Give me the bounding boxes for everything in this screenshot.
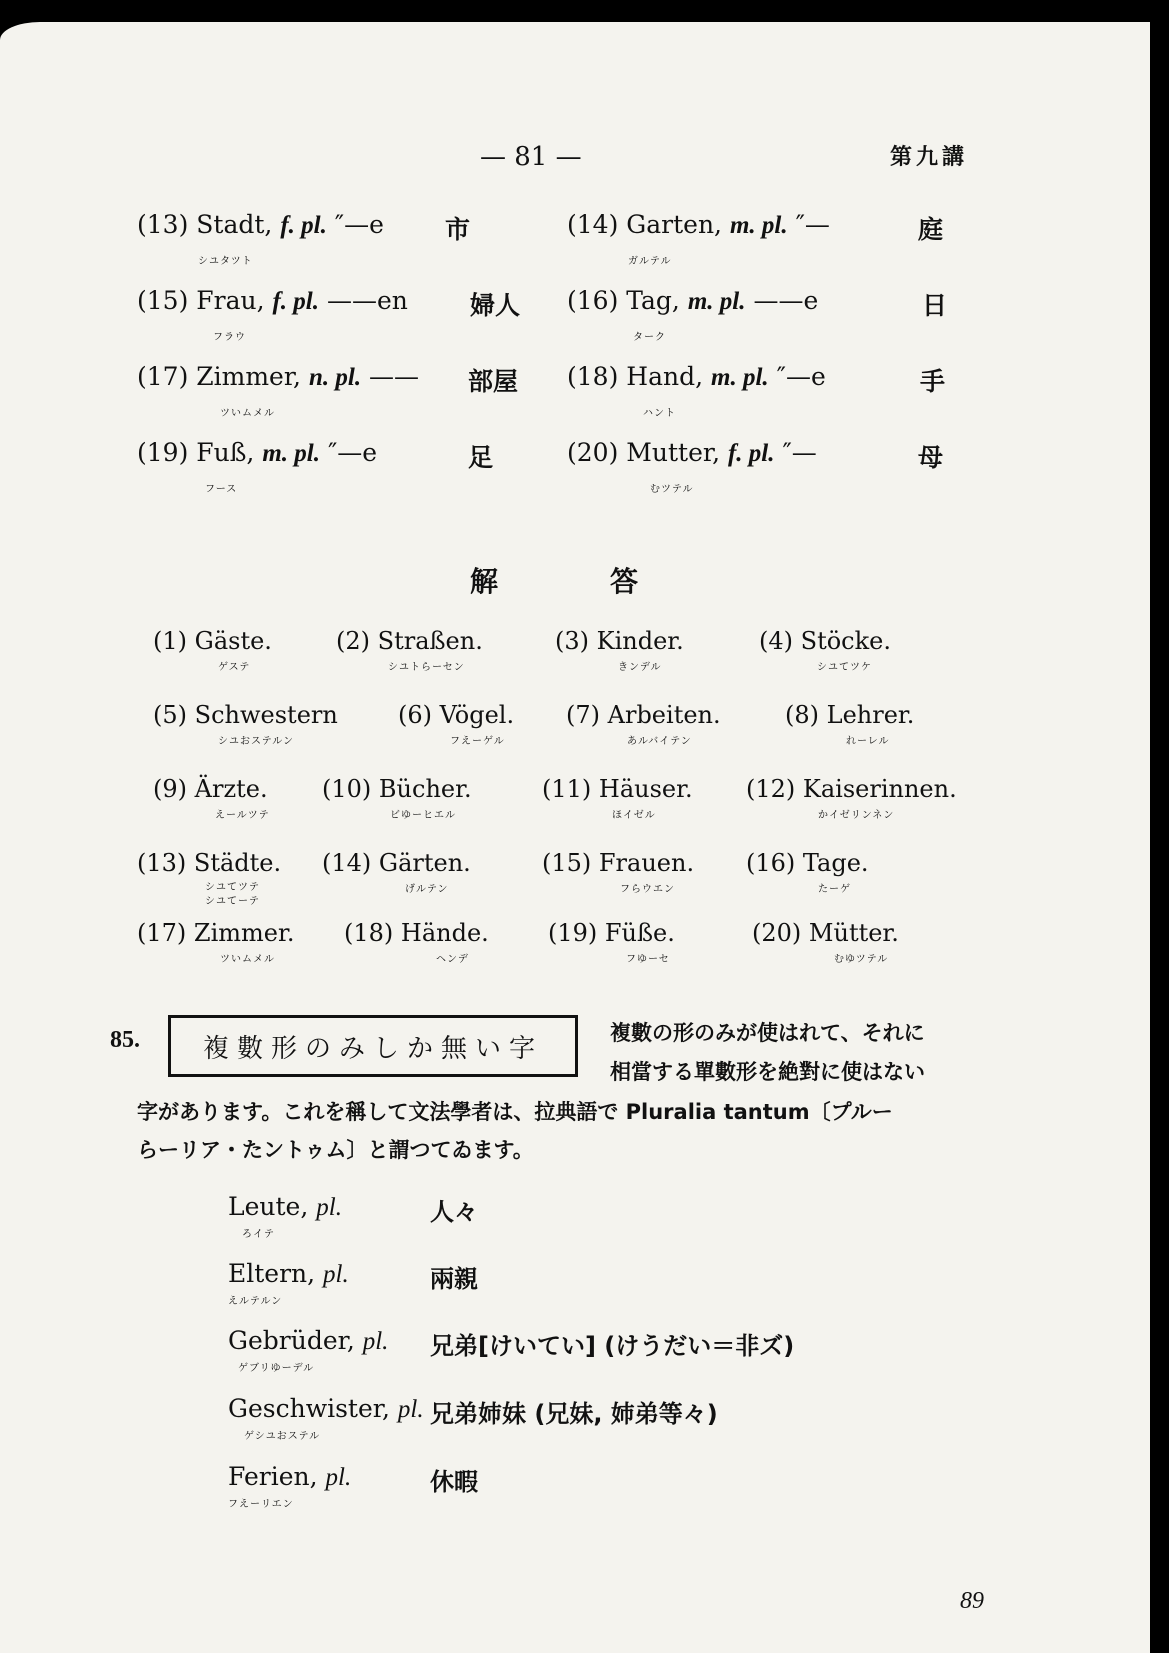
answer-word: Zimmer. <box>193 919 295 947</box>
section-title-box: 複數形のみしか無い字 <box>168 1015 578 1077</box>
entry-number: (15) <box>137 286 189 315</box>
answer-word: Gäste. <box>194 627 272 655</box>
answer-number: (12) <box>746 775 796 803</box>
entry-word: Garten, <box>626 210 722 239</box>
answer-reading: ゲステ <box>218 662 251 673</box>
vocab-entry-20 <box>567 438 817 468</box>
answer-number: (20) <box>752 919 802 947</box>
answer-word: Vögel. <box>439 701 515 729</box>
plurale-reading: ろイテ <box>242 1229 275 1240</box>
answer-number: (10) <box>322 775 372 803</box>
answer-number: (11) <box>542 775 592 803</box>
answer-word: Bücher. <box>378 775 472 803</box>
section-text-line-3: 字があります。これを稱して文法學者は、拉典語で Pluralia tantum〔プルー <box>137 1100 893 1124</box>
answer-word: Lehrer. <box>826 701 915 729</box>
entry-number: (17) <box>137 362 189 391</box>
plurale-meaning: 休暇 <box>430 1468 478 1496</box>
entry-meaning: 庭 <box>918 215 944 244</box>
answer-number: (7) <box>566 701 600 729</box>
entry-plural-form: —— <box>369 362 420 391</box>
plurale-reading: えルテルン <box>228 1296 283 1307</box>
vocab-entry-19 <box>137 438 377 468</box>
entry-grammar: m. pl. <box>711 364 769 391</box>
answer-7 <box>566 701 721 729</box>
entry-meaning: 足 <box>468 443 494 472</box>
section-text-line-2: 相當する單數形を絶對に使はない <box>610 1060 925 1084</box>
section-text-line-1: 複數の形のみが使はれて、それに <box>610 1021 925 1045</box>
entry-word: Hand, <box>626 362 704 391</box>
answer-11 <box>542 775 693 803</box>
entry-grammar: n. pl. <box>308 364 362 391</box>
plurale-meaning: 兩親 <box>430 1265 478 1293</box>
answer-1 <box>153 627 272 655</box>
answer-word: Gärten. <box>378 849 471 877</box>
entry-reading: フース <box>205 484 238 495</box>
answer-word: Arbeiten. <box>607 701 721 729</box>
answer-word: Tage. <box>802 849 869 877</box>
entry-number: (20) <box>567 438 619 467</box>
entry-reading: ハント <box>643 408 676 419</box>
entry-plural-form: ——e <box>753 286 819 315</box>
answer-word: Mütter. <box>808 919 899 947</box>
book-page <box>0 22 1150 1653</box>
vocab-entry-18 <box>567 362 826 392</box>
entry-plural-form: ″—e <box>776 362 826 391</box>
entry-reading: ガルテル <box>628 256 672 267</box>
answer-word: Städte. <box>193 849 282 877</box>
answer-number: (13) <box>137 849 187 877</box>
plurale-reading: ゲブリゆーデル <box>238 1363 315 1374</box>
answer-word: Stöcke. <box>800 627 891 655</box>
entry-meaning: 市 <box>445 215 471 244</box>
entry-reading: フラウ <box>213 332 246 343</box>
answer-word: Kinder. <box>596 627 684 655</box>
entry-word: Mutter, <box>626 438 721 467</box>
answer-reading: ツいムメル <box>220 954 275 965</box>
answer-20 <box>752 919 899 947</box>
answer-5 <box>153 701 338 729</box>
answer-reading: フらウエン <box>620 884 675 895</box>
answers-heading-char-2: 答 <box>610 565 639 598</box>
answer-reading: あルバイテン <box>627 736 692 747</box>
answer-word: Frauen. <box>598 849 695 877</box>
answers-heading-char-1: 解 <box>470 565 499 598</box>
vocab-entry-15 <box>137 286 408 316</box>
answer-16 <box>746 849 869 877</box>
answer-6 <box>398 701 514 729</box>
answer-reading: かイゼリンネン <box>818 810 895 821</box>
entry-grammar: f. pl. <box>272 288 320 315</box>
entry-reading: ツいムメル <box>220 408 275 419</box>
answer-18 <box>344 919 489 947</box>
answer-number: (14) <box>322 849 372 877</box>
answer-reading: たーゲ <box>818 884 851 895</box>
entry-word: Frau, <box>196 286 265 315</box>
entry-word: Zimmer, <box>196 362 302 391</box>
answer-19 <box>548 919 675 947</box>
entry-grammar: m. pl. <box>687 288 746 315</box>
answer-reading: むゆツテル <box>834 954 889 965</box>
answer-number: (15) <box>542 849 592 877</box>
entry-number: (14) <box>567 210 619 239</box>
vocab-entry-17 <box>137 362 419 392</box>
answer-reading-alt: シユてーテ <box>205 896 260 907</box>
entry-reading: むツテル <box>650 484 694 495</box>
answer-reading: フえーゲル <box>450 736 505 747</box>
entry-meaning: 日 <box>922 291 948 320</box>
plurale-word: Gebrüder, pl. <box>228 1326 389 1355</box>
entry-plural-form: ″—e <box>327 438 378 467</box>
answer-17 <box>137 919 294 947</box>
answer-8 <box>785 701 914 729</box>
answer-13 <box>137 849 281 877</box>
answer-reading: ビゆーヒエル <box>390 810 456 821</box>
entry-plural-form: ″—e <box>334 210 384 239</box>
entry-number: (18) <box>567 362 619 391</box>
entry-meaning: 部屋 <box>468 367 519 396</box>
entry-grammar: m. pl. <box>262 440 320 467</box>
answer-4 <box>759 627 891 655</box>
entry-grammar: m. pl. <box>729 212 788 239</box>
answer-number: (1) <box>153 627 187 655</box>
entry-meaning: 婦人 <box>470 291 521 320</box>
chapter-heading: 第九講 <box>890 145 969 170</box>
answer-number: (5) <box>153 701 187 729</box>
answer-number: (17) <box>137 919 187 947</box>
answer-number: (4) <box>759 627 793 655</box>
answer-reading: ほイゼル <box>612 810 656 821</box>
entry-plural-form: ——en <box>326 286 408 315</box>
entry-plural-form: ″— <box>795 210 830 239</box>
entry-number: (16) <box>567 286 619 315</box>
vocab-entry-14 <box>567 210 830 240</box>
answer-word: Straßen. <box>377 627 483 655</box>
answer-reading: れーレル <box>846 736 890 747</box>
answer-number: (9) <box>153 775 187 803</box>
answer-3 <box>555 627 684 655</box>
answer-reading: げルテン <box>405 884 449 895</box>
plurale-meaning: 兄弟姉妹 (兄妹, 姉弟等々) <box>430 1400 718 1428</box>
answer-number: (16) <box>746 849 796 877</box>
answer-reading: シユおステルン <box>218 736 295 747</box>
answer-number: (6) <box>398 701 432 729</box>
answer-10 <box>322 775 472 803</box>
entry-reading: シユタツト <box>198 256 253 267</box>
entry-number: (19) <box>137 438 189 467</box>
answer-number: (3) <box>555 627 589 655</box>
section-number: 85. <box>110 1027 140 1053</box>
answer-14 <box>322 849 471 877</box>
entry-word: Fuß, <box>196 438 255 467</box>
plurale-meaning: 人々 <box>430 1198 478 1226</box>
folio-number: 89 <box>960 1588 984 1614</box>
entry-reading: ターク <box>633 332 666 343</box>
plurale-word: Geschwister, pl. <box>228 1394 424 1423</box>
entry-word: Tag, <box>626 286 680 315</box>
entry-number: (13) <box>137 210 189 239</box>
answer-word: Kaiserinnen. <box>802 775 957 803</box>
answer-9 <box>153 775 268 803</box>
answer-reading: シユてツテ <box>205 882 260 893</box>
answer-2 <box>336 627 483 655</box>
entry-meaning: 母 <box>918 443 944 472</box>
answer-reading: フゆーセ <box>626 954 670 965</box>
answer-number: (2) <box>336 627 370 655</box>
answer-reading: きンデル <box>618 662 662 673</box>
answer-15 <box>542 849 694 877</box>
answer-12 <box>746 775 957 803</box>
section-text-line-4: らーリア・たントゥム〕と謂つてゐます。 <box>137 1138 534 1162</box>
entry-grammar: f. pl. <box>727 440 775 467</box>
answer-word: Hände. <box>400 919 489 947</box>
answer-word: Füße. <box>604 919 675 947</box>
plurale-reading: フえーリエン <box>228 1499 294 1510</box>
plurale-meaning: 兄弟[けいてい] (けうだい＝非ズ) <box>430 1332 795 1360</box>
answer-number: (18) <box>344 919 394 947</box>
answer-reading: シユトらーセン <box>388 662 465 673</box>
entry-meaning: 手 <box>920 367 946 396</box>
plurale-reading: ゲシユおステル <box>244 1431 321 1442</box>
plurale-word: Eltern, pl. <box>228 1259 349 1288</box>
plurale-word: Ferien, pl. <box>228 1462 352 1491</box>
page-header-number: — 81 — <box>480 142 582 172</box>
entry-plural-form: ″— <box>782 438 817 467</box>
answer-number: (19) <box>548 919 598 947</box>
answer-reading: えールツテ <box>215 810 270 821</box>
answer-reading: シユてツケ <box>817 662 872 673</box>
plurale-word: Leute, pl. <box>228 1192 342 1221</box>
entry-grammar: f. pl. <box>280 212 327 239</box>
entry-word: Stadt, <box>196 210 273 239</box>
answer-number: (8) <box>785 701 819 729</box>
answer-reading: ヘンデ <box>436 954 469 965</box>
answer-word: Häuser. <box>598 775 693 803</box>
vocab-entry-13 <box>137 210 384 240</box>
vocab-entry-16 <box>567 286 818 316</box>
answer-word: Ärzte. <box>194 775 268 803</box>
answer-word: Schwestern <box>194 701 338 729</box>
